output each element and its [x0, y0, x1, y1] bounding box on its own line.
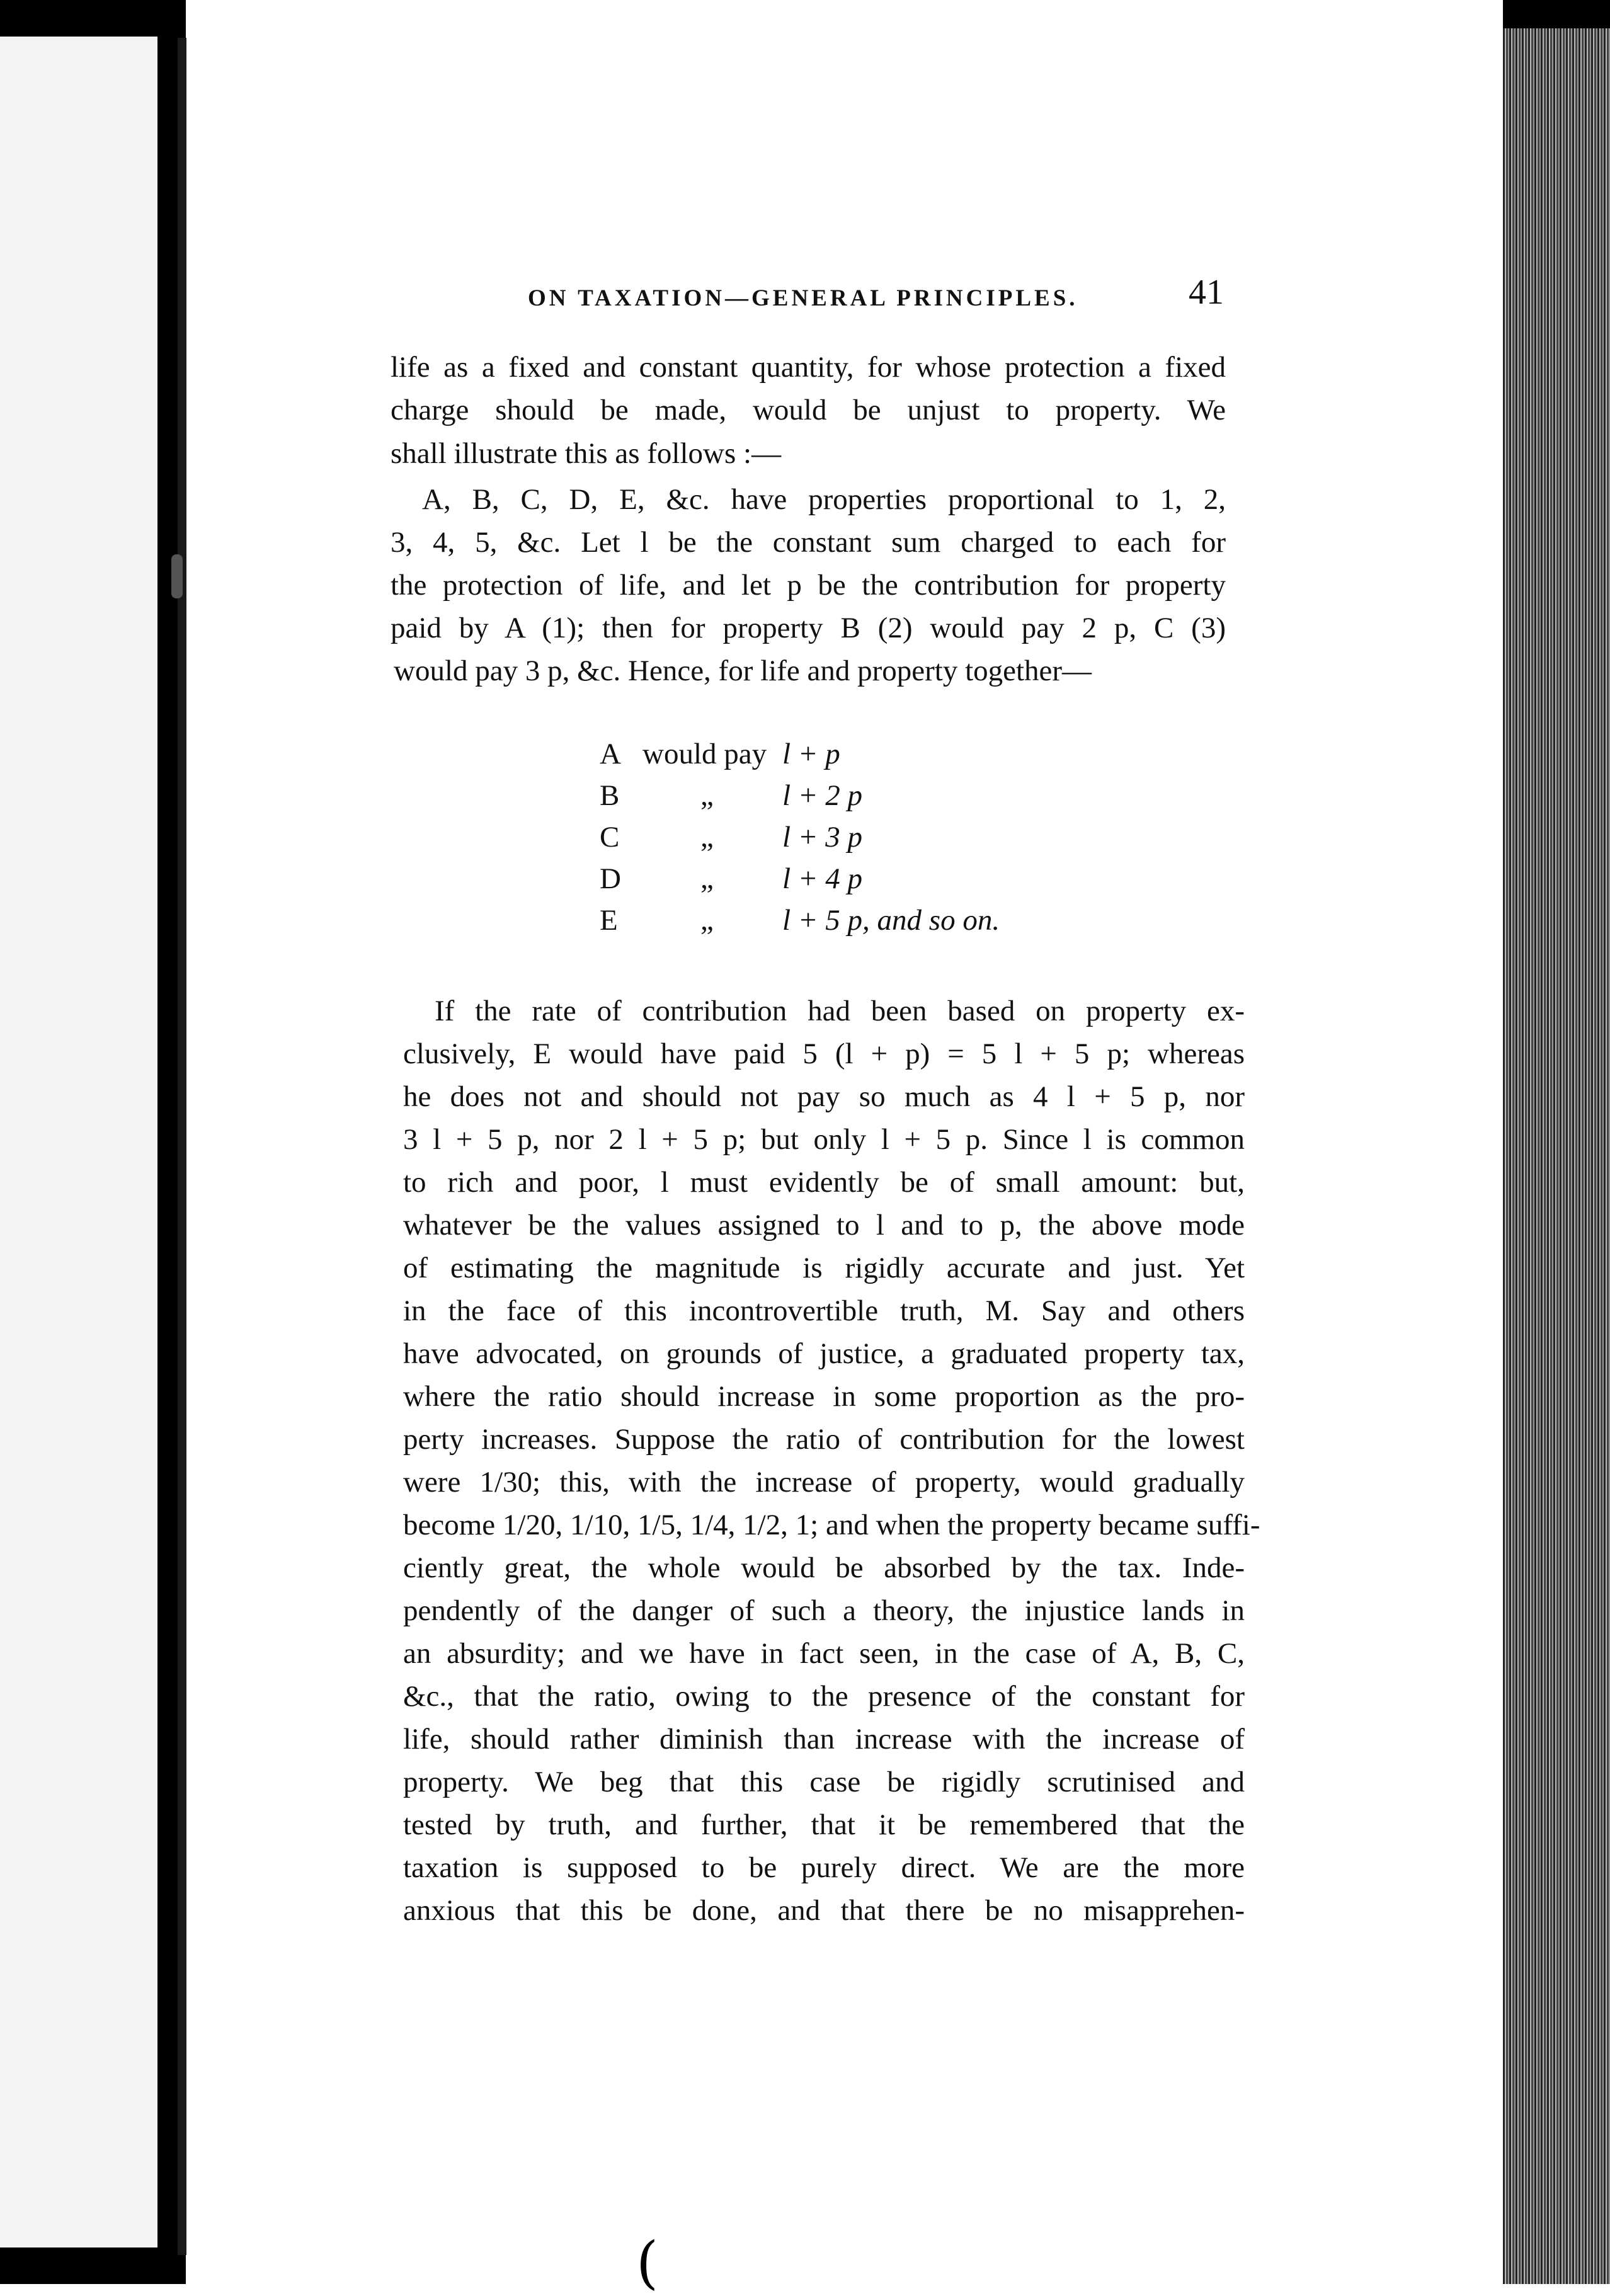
text-line: in the face of this incontrovertible truth, M. Say and others: [403, 1294, 1245, 1327]
text-line: become 1/20, 1/10, 1/5, 1/4, 1/2, 1; and when the property became suffi-: [403, 1509, 1260, 1541]
ditto-mark: „: [700, 904, 714, 937]
row-label: would pay: [642, 738, 767, 770]
row-expression: l + 3 p: [782, 821, 863, 854]
ditto-mark: „: [700, 862, 714, 895]
text-line: tested by truth, and further, that it be remembered that the: [403, 1808, 1245, 1841]
text-line: were 1/30; this, with the increase of property, would gradually: [403, 1466, 1245, 1499]
scan-right-corner: [1503, 0, 1610, 28]
row-expression: l + 4 p: [782, 862, 863, 895]
row-letter: D: [600, 862, 621, 895]
text-line: where the ratio should increase in some proportion as the pro-: [403, 1380, 1245, 1413]
row-letter: A: [600, 738, 621, 770]
text-line: &c., that the ratio, owing to the presence of the constant for: [403, 1680, 1245, 1713]
text-line: have advocated, on grounds of justice, a graduated property tax,: [403, 1337, 1245, 1370]
text-line: life as a fixed and constant quantity, for whose protection a fixed: [391, 351, 1226, 384]
running-title: ON TAXATION—GENERAL PRINCIPLES.: [528, 285, 1078, 311]
text-line: an absurdity; and we have in fact seen, in the case of A, B, C,: [403, 1637, 1245, 1670]
text-line: A, B, C, D, E, &c. have properties proportional to 1, 2,: [422, 483, 1226, 516]
row-expression: l + 5 p, and so on.: [782, 904, 1000, 937]
gutter-shadow: [178, 38, 186, 2255]
text-line: of estimating the magnitude is rigidly accurate and just. Yet: [403, 1252, 1245, 1284]
facing-page-edge: [0, 37, 157, 2247]
text-line: he does not and should not pay so much as 4 l + 5 p, nor: [403, 1080, 1245, 1113]
binding-mark: (: [636, 2230, 659, 2296]
text-line: clusively, E would have paid 5 (l + p) = 5 l + 5 p; whereas: [403, 1037, 1245, 1070]
text-line: property. We beg that this case be rigidly scrutinised and: [403, 1766, 1245, 1798]
row-letter: E: [600, 904, 618, 937]
text-line: shall illustrate this as follows :—: [391, 437, 782, 470]
row-letter: B: [600, 779, 620, 812]
text-line: If the rate of contribution had been based on property ex-: [435, 995, 1245, 1027]
text-line: charge should be made, would be unjust to property. We: [391, 394, 1226, 426]
text-line: ciently great, the whole would be absorbed by the tax. Inde-: [403, 1551, 1245, 1584]
text-line: anxious that this be done, and that there be no misapprehen-: [403, 1894, 1245, 1927]
ditto-mark: „: [700, 821, 714, 854]
text-line: perty increases. Suppose the ratio of contribution for the lowest: [403, 1423, 1245, 1456]
text-line: whatever be the values assigned to l and to p, the above mode: [403, 1209, 1245, 1242]
text-line: life, should rather diminish than increase with the increase of: [403, 1723, 1245, 1756]
row-expression: l + 2 p: [782, 779, 863, 812]
text-line: to rich and poor, l must evidently be of small amount: but,: [403, 1166, 1245, 1199]
page-stack-edge: [1503, 0, 1610, 2284]
page-number: 41: [1189, 273, 1224, 312]
row-letter: C: [600, 821, 620, 854]
ditto-mark: „: [700, 779, 714, 812]
row-expression: l + p: [782, 738, 840, 770]
scan-speck: [171, 554, 183, 598]
text-line: 3 l + 5 p, nor 2 l + 5 p; but only l + 5 p. Since l is common: [403, 1123, 1245, 1156]
text-line: 3, 4, 5, &c. Let l be the constant sum charged to each for: [391, 526, 1226, 559]
text-line: taxation is supposed to be purely direct. We are the more: [403, 1851, 1245, 1884]
text-line: pendently of the danger of such a theory, the injustice lands in: [403, 1594, 1245, 1627]
text-line: paid by A (1); then for property B (2) would pay 2 p, C (3): [391, 612, 1226, 644]
text-line: the protection of life, and let p be the contribution for property: [391, 569, 1226, 602]
text-line: would pay 3 p, &c. Hence, for life and property together—: [394, 654, 1092, 687]
